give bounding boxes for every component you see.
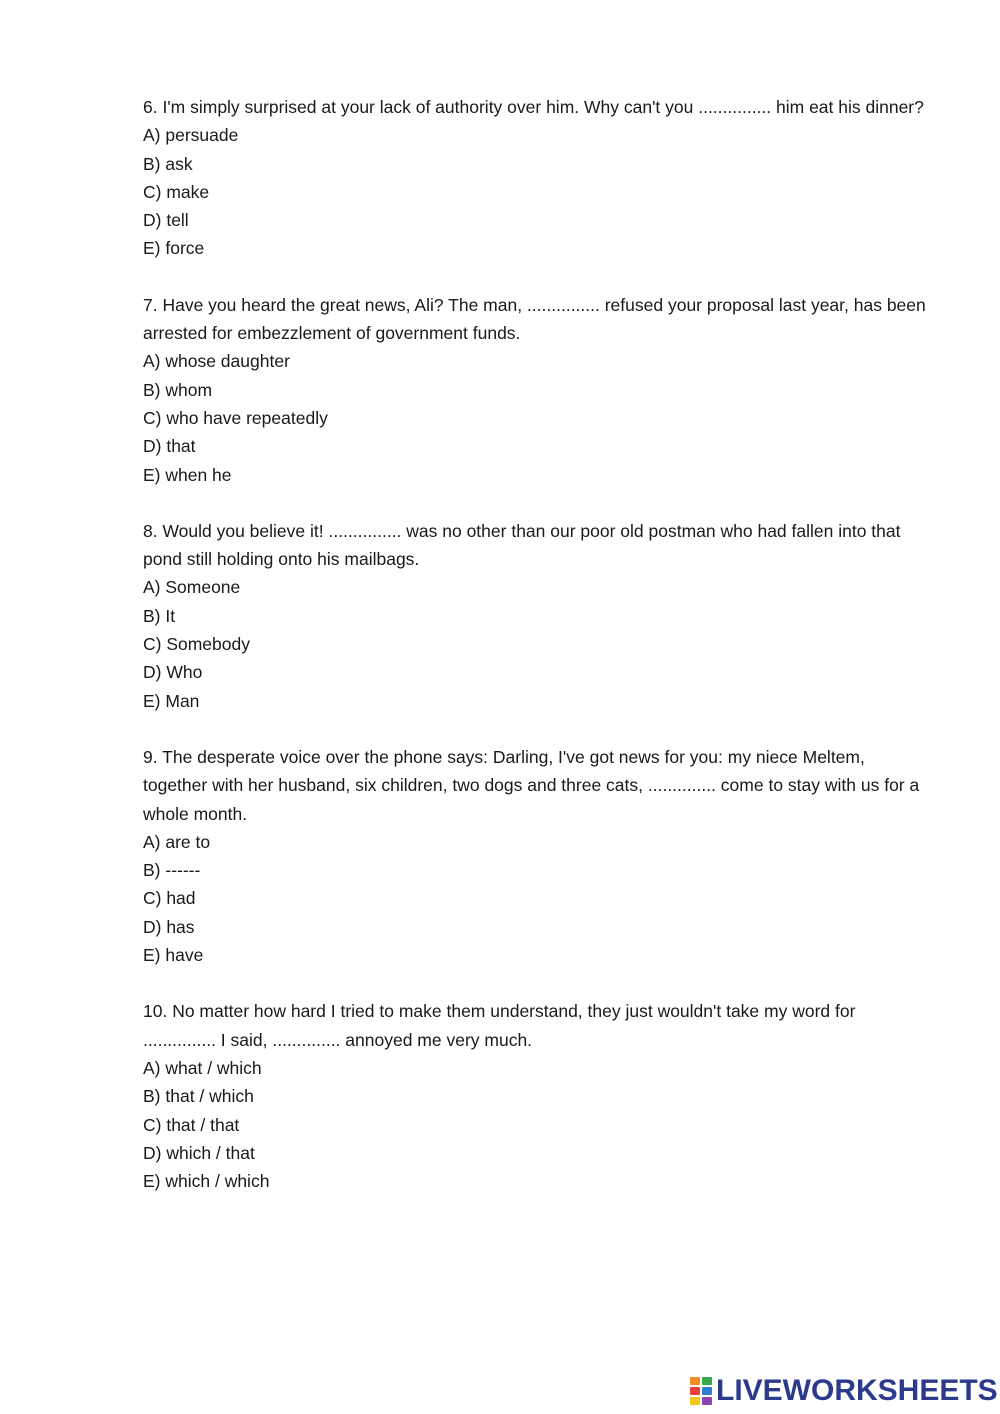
question-text: 8. Would you believe it! ............... was no other than our poor old postman who had fallen into that pond still holding onto his mailbags. bbox=[143, 520, 901, 570]
option-c[interactable]: C) that / that bbox=[143, 1114, 240, 1135]
option-d[interactable]: D) that bbox=[143, 436, 196, 457]
option-d[interactable]: D) tell bbox=[143, 210, 189, 231]
question-text: 9. The desperate voice over the phone says: Darling, I've got news for you: my niece Meltem, together with her husband, six children, two dogs and three cats, .............. come to stay with us for a whole month. bbox=[143, 746, 920, 824]
option-b[interactable]: B) that / which bbox=[143, 1086, 254, 1107]
question-7 bbox=[143, 291, 933, 489]
option-b[interactable]: B) ask bbox=[143, 153, 193, 174]
logo-text: LIVEWORKSHEETS bbox=[716, 1374, 998, 1407]
question-9 bbox=[143, 743, 933, 969]
liveworksheets-logo-icon bbox=[690, 1377, 712, 1405]
question-text: 7. Have you heard the great news, Ali? The man, ............... refused your proposal last year, has been arrested for embezzlement of government funds. bbox=[143, 294, 926, 344]
option-e[interactable]: E) which / which bbox=[143, 1171, 270, 1192]
option-a[interactable]: A) whose daughter bbox=[143, 351, 290, 372]
option-b[interactable]: B) whom bbox=[143, 379, 213, 400]
option-e[interactable]: E) Man bbox=[143, 690, 200, 711]
option-a[interactable]: A) what / which bbox=[143, 1057, 262, 1078]
option-c[interactable]: C) had bbox=[143, 888, 196, 909]
question-6 bbox=[143, 93, 933, 263]
option-e[interactable]: E) when he bbox=[143, 464, 232, 485]
option-c[interactable]: C) make bbox=[143, 181, 210, 202]
question-text: 6. I'm simply surprised at your lack of authority over him. Why can't you ............... him eat his dinner? bbox=[143, 97, 924, 117]
question-8 bbox=[143, 517, 933, 715]
question-10 bbox=[143, 997, 933, 1195]
option-d[interactable]: D) which / that bbox=[143, 1142, 255, 1163]
option-c[interactable]: C) who have repeatedly bbox=[143, 407, 328, 428]
option-a[interactable]: A) are to bbox=[143, 831, 211, 852]
option-e[interactable]: E) force bbox=[143, 238, 205, 259]
liveworksheets-logo bbox=[690, 1374, 998, 1408]
question-text: 10. No matter how hard I tried to make them understand, they just wouldn't take my word for ............... I said, .............. annoyed me very much. bbox=[143, 1001, 856, 1050]
worksheet-page bbox=[143, 93, 933, 1223]
option-b[interactable]: B) It bbox=[143, 605, 176, 626]
option-a[interactable]: A) persuade bbox=[143, 125, 239, 146]
option-c[interactable]: C) Somebody bbox=[143, 634, 250, 655]
option-d[interactable]: D) has bbox=[143, 916, 195, 937]
option-a[interactable]: A) Someone bbox=[143, 577, 241, 598]
option-d[interactable]: D) Who bbox=[143, 662, 203, 683]
option-b[interactable]: B) ------ bbox=[143, 860, 201, 881]
option-e[interactable]: E) have bbox=[143, 945, 204, 966]
